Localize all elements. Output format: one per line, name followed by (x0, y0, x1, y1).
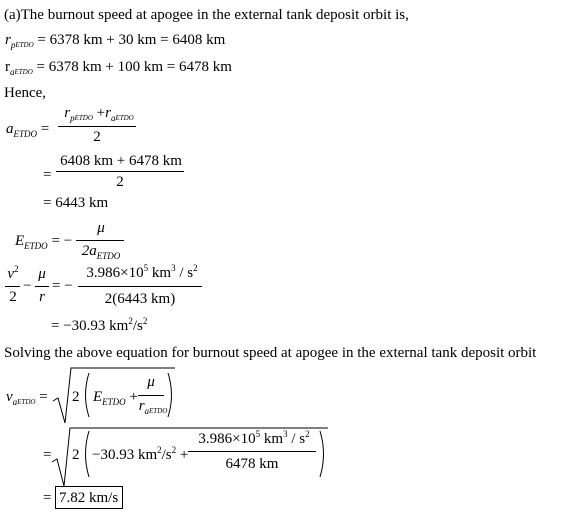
solving-text: Solving the above equation for burnout speed at apogee in the external tank deposit orbit (4, 345, 537, 361)
rp-value: = 6378 km + 30 km = 6408 km (37, 32, 226, 48)
fraction-bar (76, 240, 124, 241)
semi-major-axis-symbol: $a_{ETDO}$ = (6, 121, 50, 139)
right-paren (166, 372, 176, 418)
ra-sub: a (10, 67, 15, 77)
final-answer: 7.82 km/s (59, 490, 119, 506)
apoapsis-radius-equation (5, 58, 232, 78)
sum-numerator: 6408 km + 6478 km (60, 153, 182, 169)
energy-denominator: $2a_{ETDO}$ (81, 243, 121, 261)
rp-subsub: ETDO (15, 41, 34, 49)
mu-numerator: μ (38, 266, 46, 282)
mu-over-ra-denominator: 6478 km (225, 456, 279, 472)
fraction-bar (188, 451, 316, 452)
ra-value: = 6378 km + 100 km = 6478 km (36, 59, 232, 75)
fraction-bar (78, 286, 202, 287)
semi-major-axis-denominator: 2 (93, 129, 101, 145)
ra-symbol: r (5, 59, 10, 75)
fraction-bar (5, 286, 20, 287)
equals-sign: = (43, 490, 52, 506)
fraction-bar (58, 126, 136, 127)
velocity-symbol: $v_{aETDO}$ = (6, 389, 48, 407)
vis-viva-numerator: $3.986\times 10^5$ $km^3 / s^2$ (86, 263, 198, 281)
equals-sign: = (43, 447, 52, 463)
equals-minus: = − (52, 278, 73, 294)
energy-value-term: −30.93 $km^2/s^2$ + (92, 445, 189, 463)
periapsis-radius-equation (5, 31, 225, 51)
fraction-bar (35, 286, 49, 287)
ra-denominator: $r_{aETDO}$ (138, 398, 168, 416)
v-squared-numerator: $v^2$ (7, 264, 19, 282)
left-paren (81, 430, 91, 478)
energy-numerator: μ (97, 220, 105, 236)
energy-symbol: $E_{ETDO}$ = − (15, 233, 73, 251)
rp-sub: p (10, 40, 16, 50)
minus-sign: − (23, 278, 32, 294)
rp-symbol: r (5, 32, 11, 48)
vis-viva-denominator: 2(6443 km) (104, 291, 176, 307)
fraction-bar (138, 395, 164, 396)
semi-major-axis-numerator: $r_{pETDO} +r_{aETDO}$ (64, 105, 134, 123)
sum-denominator: 2 (116, 174, 124, 190)
fraction-bar (56, 171, 184, 172)
left-paren (81, 372, 91, 418)
coefficient-two: 2 (72, 389, 80, 405)
semi-major-axis-result: = 6443 km (43, 195, 109, 211)
equals-sign: = (43, 167, 52, 183)
mu-numerator: μ (147, 374, 155, 390)
right-paren (318, 430, 328, 478)
v-squared-denominator: 2 (9, 289, 17, 305)
mu-over-ra-numerator: $3.986\times 10^5$ $km^3 / s^2$ (198, 429, 310, 447)
hence-text: Hence, (4, 85, 47, 101)
r-denominator: r (39, 289, 45, 305)
energy-term: $E_{ETDO}$ + (93, 389, 138, 407)
intro-text: (a)The burnout speed at apogee in the external tank deposit orbit is, (4, 7, 409, 23)
energy-result: = −30.93 $km^2/s^2$ (51, 316, 148, 334)
ra-subsub: ETDO (14, 68, 33, 76)
coefficient-two: 2 (72, 447, 80, 463)
